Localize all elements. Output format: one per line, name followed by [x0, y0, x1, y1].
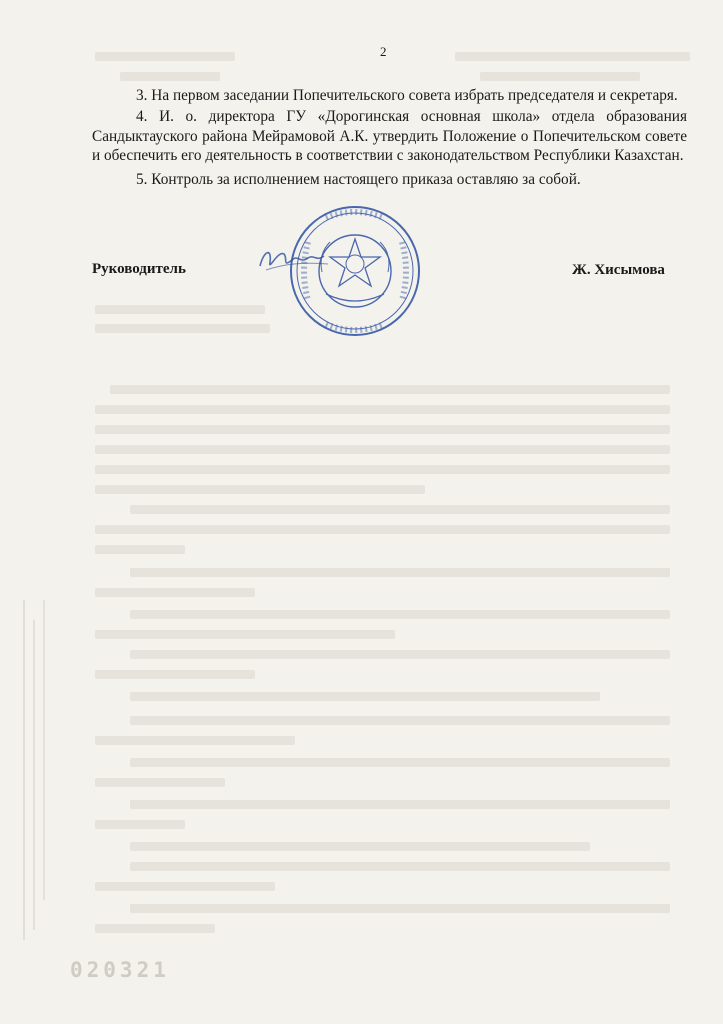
signatory-title: Руководитель — [92, 261, 186, 277]
page-number: 2 — [380, 44, 387, 59]
side-margin-strip — [16, 600, 56, 940]
paragraph-item-5: 5. Контроль за исполнением настоящего приказа оставляю за собой. — [136, 170, 581, 188]
paragraph-item-4: 4. И. о. директора ГУ «Дорогинская основная школа» отдела образования Сандыктауского района Мейрамовой А.К. утвердить Положение о Попечительском совете и обеспечить его деятельность в соответствии с законодательством Республики Казахстан. — [92, 108, 687, 165]
signatory-name: Ж. Хисымова — [572, 262, 665, 278]
serial-number: 020321 — [70, 958, 170, 982]
handwritten-signature — [254, 240, 334, 280]
body-text — [92, 86, 687, 189]
paragraph-item-3: 3. На первом заседании Попечительского совета избрать председателя и секретаря. — [136, 87, 678, 104]
